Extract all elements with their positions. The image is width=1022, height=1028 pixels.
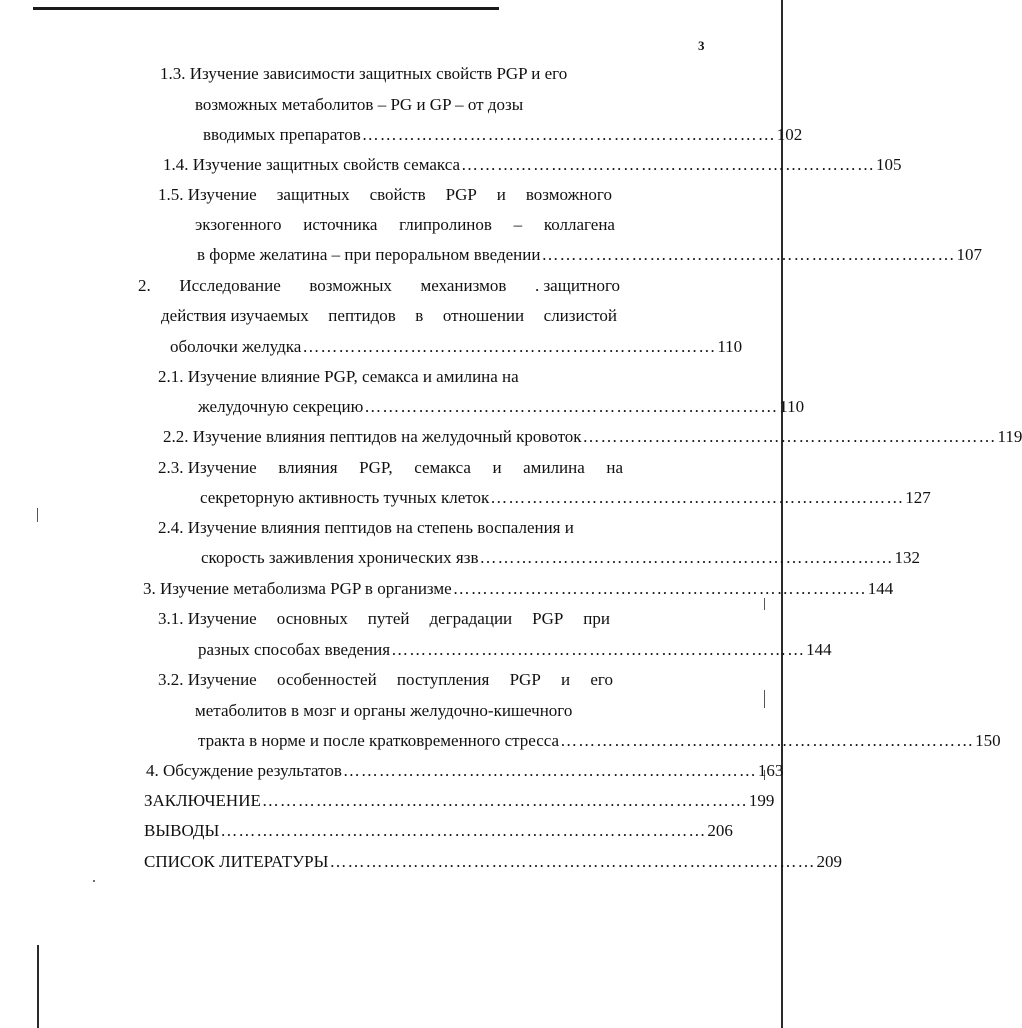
leader-dots: ……………………………………………………………………… <box>220 821 707 840</box>
toc-3-2-line2: метаболитов в мозг и органы желудочно-кишечного <box>195 701 573 720</box>
leader-dots: …………………………………………………………… <box>452 579 867 598</box>
leader-dots: …………………………………………………………… <box>461 155 876 174</box>
toc-2-line2 <box>161 305 617 327</box>
leader-dots: …………………………………………………………… <box>302 337 717 356</box>
toc-entry-3[interactable] <box>143 578 894 600</box>
toc-word: и <box>492 458 502 477</box>
toc-3-1-line2: разных способах введения <box>198 640 391 659</box>
leader-dots: …………………………………………………………… <box>490 488 905 507</box>
toc-entry-1-4[interactable] <box>163 154 902 176</box>
toc-3-2-page: 150 <box>975 731 1001 750</box>
toc-entry-conclusion[interactable] <box>144 790 775 812</box>
toc-entry-4[interactable] <box>146 760 784 782</box>
toc-1-5-line3: в форме желатина – при пероральном введении <box>197 245 541 264</box>
leader-dots: …………………………………………………………… <box>361 125 776 144</box>
toc-3-2-line1 <box>158 669 613 691</box>
toc-word: возможных <box>309 276 392 295</box>
toc-word: и <box>496 185 506 204</box>
toc-1-4-title: 1.4. Изучение защитных свойств семакса <box>163 155 461 174</box>
toc-3-2-line3: тракта в норме и после кратковременного стресса <box>198 731 560 750</box>
toc-2-2-page: 119 <box>997 427 1022 446</box>
toc-2-4-page: 132 <box>894 548 920 567</box>
toc-2-3-line2: секреторную активность тучных клеток <box>200 488 490 507</box>
toc-1-3-line2: возможных метаболитов – PG и GP – от дозы <box>195 95 524 114</box>
toc-word: семакса <box>414 458 471 477</box>
toc-word: глипролинов <box>399 215 492 234</box>
toc-word: и <box>561 670 571 689</box>
leader-dots: ……………………………………………………………………… <box>261 791 748 810</box>
toc-1-3-page: 102 <box>776 125 803 144</box>
toc-word: PGP, <box>359 458 393 477</box>
toc-word: 2.3. Изучение <box>158 458 257 477</box>
top-rule <box>33 7 499 10</box>
toc-entry-1-5[interactable] <box>197 244 982 266</box>
toc-conclusion-page: 199 <box>748 791 775 810</box>
toc-entry-references[interactable] <box>144 851 842 873</box>
toc-1-3-line3: вводимых препаратов <box>203 125 361 144</box>
toc-findings-page: 206 <box>707 821 733 840</box>
scan-dot <box>93 880 95 882</box>
toc-3-title: 3. Изучение метаболизма PGP в организме <box>143 579 452 598</box>
toc-word: слизистой <box>543 306 617 325</box>
toc-2-1-page: 110 <box>779 397 805 416</box>
toc-word: – <box>513 215 523 234</box>
toc-2-line3: оболочки желудка <box>170 337 302 356</box>
toc-entry-2-4[interactable] <box>201 547 920 569</box>
left-edge-line <box>37 945 39 1028</box>
toc-entry-2-2[interactable] <box>163 426 1022 448</box>
toc-word: PGP <box>532 609 564 628</box>
toc-word: защитных <box>276 185 350 204</box>
scan-mark <box>37 508 38 522</box>
toc-4-title: 4. Обсуждение результатов <box>146 761 342 780</box>
toc-word: поступления <box>396 670 490 689</box>
leader-dots: …………………………………………………………… <box>541 245 956 264</box>
toc-word: отношении <box>442 306 525 325</box>
toc-3-1-page: 144 <box>806 640 832 659</box>
toc-word: PGP <box>509 670 541 689</box>
leader-dots: …………………………………………………………… <box>560 731 975 750</box>
toc-word: свойств <box>369 185 426 204</box>
toc-word: путей <box>367 609 410 628</box>
toc-word: . защитного <box>534 276 620 295</box>
toc-word: действия изучаемых <box>161 306 309 325</box>
leader-dots: …………………………………………………………… <box>391 640 806 659</box>
toc-references-page: 209 <box>816 852 842 871</box>
toc-word: Исследование <box>179 276 281 295</box>
toc-conclusion-title: ЗАКЛЮЧЕНИЕ <box>144 791 261 810</box>
toc-2-4-line2: скорость заживления хронических язв <box>201 548 479 567</box>
toc-word: экзогенного <box>195 215 282 234</box>
toc-word: особенностей <box>276 670 377 689</box>
toc-word: механизмов <box>420 276 507 295</box>
toc-references-title: СПИСОК ЛИТЕРАТУРЫ <box>144 852 329 871</box>
toc-1-5-line1 <box>158 184 612 206</box>
page-number: 3 <box>698 38 705 53</box>
toc-2-2-title: 2.2. Изучение влияния пептидов на желудочный кровоток <box>163 427 582 446</box>
toc-1-5-line2 <box>195 214 615 236</box>
toc-entry-2-3[interactable] <box>200 487 931 509</box>
toc-word: амилина <box>523 458 585 477</box>
toc-2-page: 110 <box>717 337 743 356</box>
scan-mark <box>764 690 765 708</box>
toc-word: его <box>590 670 613 689</box>
toc-word: 3.1. Изучение <box>158 609 257 628</box>
toc-2-line1 <box>138 275 620 297</box>
toc-word: в <box>415 306 424 325</box>
toc-2-1-line1: 2.1. Изучение влияние PGP, семакса и амилина на <box>158 367 519 386</box>
toc-word: при <box>583 609 610 628</box>
toc-1-5-page: 107 <box>956 245 982 264</box>
toc-entry-3-1[interactable] <box>198 639 832 661</box>
toc-findings-title: ВЫВОДЫ <box>144 821 220 840</box>
toc-2-3-page: 127 <box>905 488 931 507</box>
toc-entry-2-1[interactable] <box>198 396 805 418</box>
toc-entry-findings[interactable] <box>144 820 733 842</box>
toc-word: пептидов <box>328 306 396 325</box>
toc-word: возможного <box>525 185 612 204</box>
toc-1-4-page: 105 <box>876 155 902 174</box>
toc-1-3-line1: 1.3. Изучение зависимости защитных свойств PGP и его <box>160 64 568 83</box>
toc-word: на <box>606 458 623 477</box>
toc-entry-3-2[interactable] <box>198 730 1001 752</box>
toc-word: деградации <box>429 609 513 628</box>
toc-word: 2. <box>138 276 151 295</box>
toc-entry-1-3[interactable] <box>203 124 803 146</box>
toc-word: источника <box>303 215 378 234</box>
toc-word: коллагена <box>543 215 615 234</box>
toc-2-4-line1: 2.4. Изучение влияния пептидов на степень воспаления и <box>158 518 574 537</box>
toc-word: влияния <box>278 458 338 477</box>
leader-dots: …………………………………………………………… <box>479 548 894 567</box>
toc-entry-2[interactable] <box>170 336 743 358</box>
toc-2-3-line1 <box>158 457 623 479</box>
leader-dots: ……………………………………………………………………… <box>329 852 816 871</box>
toc-2-1-line2: желудочную секрецию <box>198 397 364 416</box>
leader-dots: …………………………………………………………… <box>582 427 997 446</box>
toc-4-page: 163 <box>757 761 784 780</box>
toc-word: 1.5. Изучение <box>158 185 257 204</box>
leader-dots: …………………………………………………………… <box>342 761 757 780</box>
leader-dots: …………………………………………………………… <box>364 397 779 416</box>
toc-word: 3.2. Изучение <box>158 670 257 689</box>
toc-word: основных <box>276 609 348 628</box>
toc-3-page: 144 <box>867 579 894 598</box>
toc-word: PGP <box>445 185 477 204</box>
toc-3-1-line1 <box>158 608 610 630</box>
